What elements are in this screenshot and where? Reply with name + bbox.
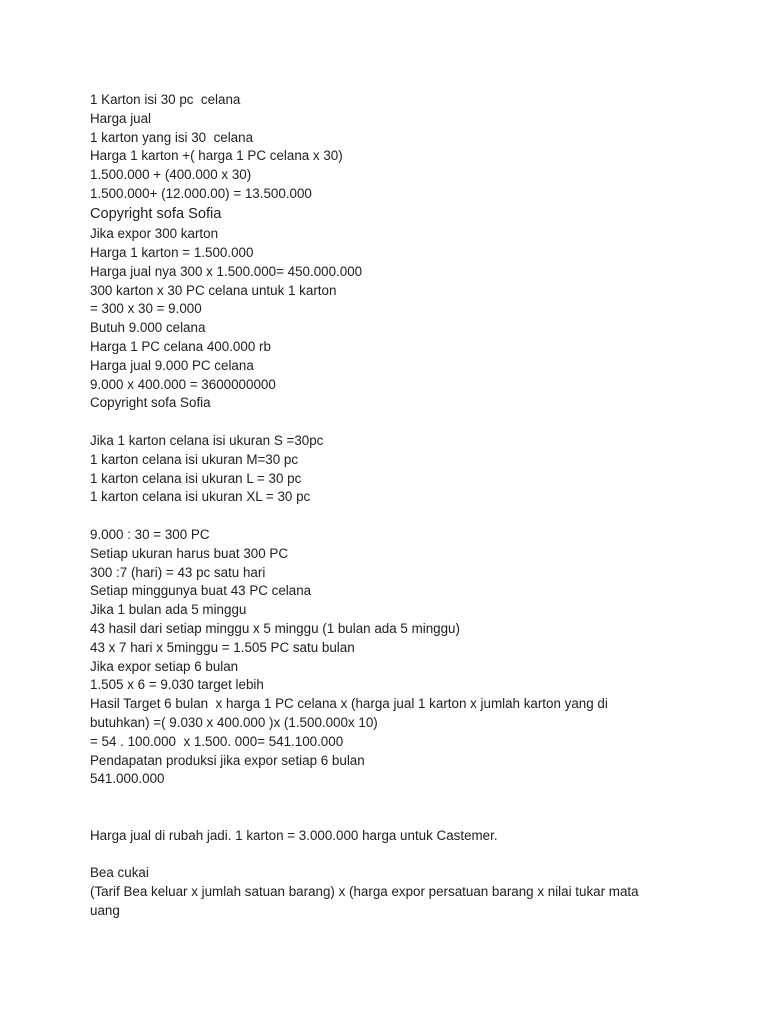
text-line: (Tarif Bea keluar x jumlah satuan barang) x (harga expor persatuan barang x nilai tukar mata (90, 884, 639, 900)
text-line: 1 karton celana isi ukuran L = 30 pc (90, 470, 302, 486)
text-line: 541.000.000 (90, 771, 165, 787)
text-line: 43 x 7 hari x 5minggu = 1.505 PC satu bulan (90, 639, 355, 655)
text-line: = 54 . 100.000 x 1.500. 000= 541.100.000 (90, 733, 344, 749)
text-line: Pendapatan produksi jika expor setiap 6 bulan (90, 752, 365, 768)
text-line: 1.500.000+ (12.000.00) = 13.500.000 (90, 185, 312, 201)
text-line: butuhkan) =( 9.030 x 400.000 )x (1.500.000x 10) (90, 715, 378, 730)
text-line: = 300 x 30 = 9.000 (90, 301, 202, 317)
text-line: Setiap ukuran harus buat 300 PC (90, 545, 289, 561)
copyright-line: Copyright sofa Sofia (90, 205, 222, 222)
text-line: Hasil Target 6 bulan x harga 1 PC celana x (harga jual 1 karton x jumlah karton yang di (90, 696, 608, 712)
text-line: Butuh 9.000 celana (90, 320, 206, 336)
text-line: Harga 1 PC celana 400.000 rb (90, 339, 271, 355)
text-line: Jika expor 300 karton (90, 226, 219, 242)
text-line: Harga jual di rubah jadi. 1 karton = 3.000.000 harga untuk Castemer. (90, 827, 498, 843)
text-line: 1 karton celana isi ukuran M=30 pc (90, 451, 299, 467)
text-line: 9.000 : 30 = 300 PC (90, 527, 210, 543)
text-line: 43 hasil dari setiap minggu x 5 minggu (1 bulan ada 5 minggu) (90, 621, 460, 637)
text-line: Jika expor setiap 6 bulan (90, 658, 239, 674)
text-line: uang (90, 902, 120, 918)
text-line: 1 karton yang isi 30 celana (90, 129, 254, 145)
text-line: Harga 1 karton = 1.500.000 (90, 245, 254, 261)
text-line: 1 karton celana isi ukuran XL = 30 pc (90, 489, 311, 505)
text-line: Bea cukai (90, 865, 149, 881)
copyright-line: Copyright sofa Sofia (90, 395, 211, 411)
text-line: Harga jual nya 300 x 1.500.000= 450.000.000 (90, 263, 363, 279)
text-line: 300 :7 (hari) = 43 pc satu hari (90, 564, 266, 580)
text-line: 1.500.000 + (400.000 x 30) (90, 167, 252, 183)
text-line: 9.000 x 400.000 = 3600000000 (90, 376, 276, 392)
paragraph-spacer (90, 789, 730, 827)
paragraph-spacer (90, 846, 730, 865)
text-line: Harga 1 karton +( harga 1 PC celana x 30) (90, 148, 343, 164)
paragraph-spacer (90, 413, 730, 432)
document-body (90, 91, 730, 921)
paragraph-spacer (90, 507, 730, 526)
text-line: Harga jual (90, 110, 152, 126)
text-line: Jika 1 karton celana isi ukuran S =30pc (90, 433, 324, 449)
text-line: 1 Karton isi 30 pc celana (90, 92, 241, 107)
text-line: Jika 1 bulan ada 5 minggu (90, 602, 247, 618)
text-line: Harga jual 9.000 PC celana (90, 357, 254, 373)
text-line: 300 karton x 30 PC celana untuk 1 karton (90, 282, 337, 298)
text-line: Setiap minggunya buat 43 PC celana (90, 583, 312, 599)
text-line: 1.505 x 6 = 9.030 target lebih (90, 677, 264, 693)
